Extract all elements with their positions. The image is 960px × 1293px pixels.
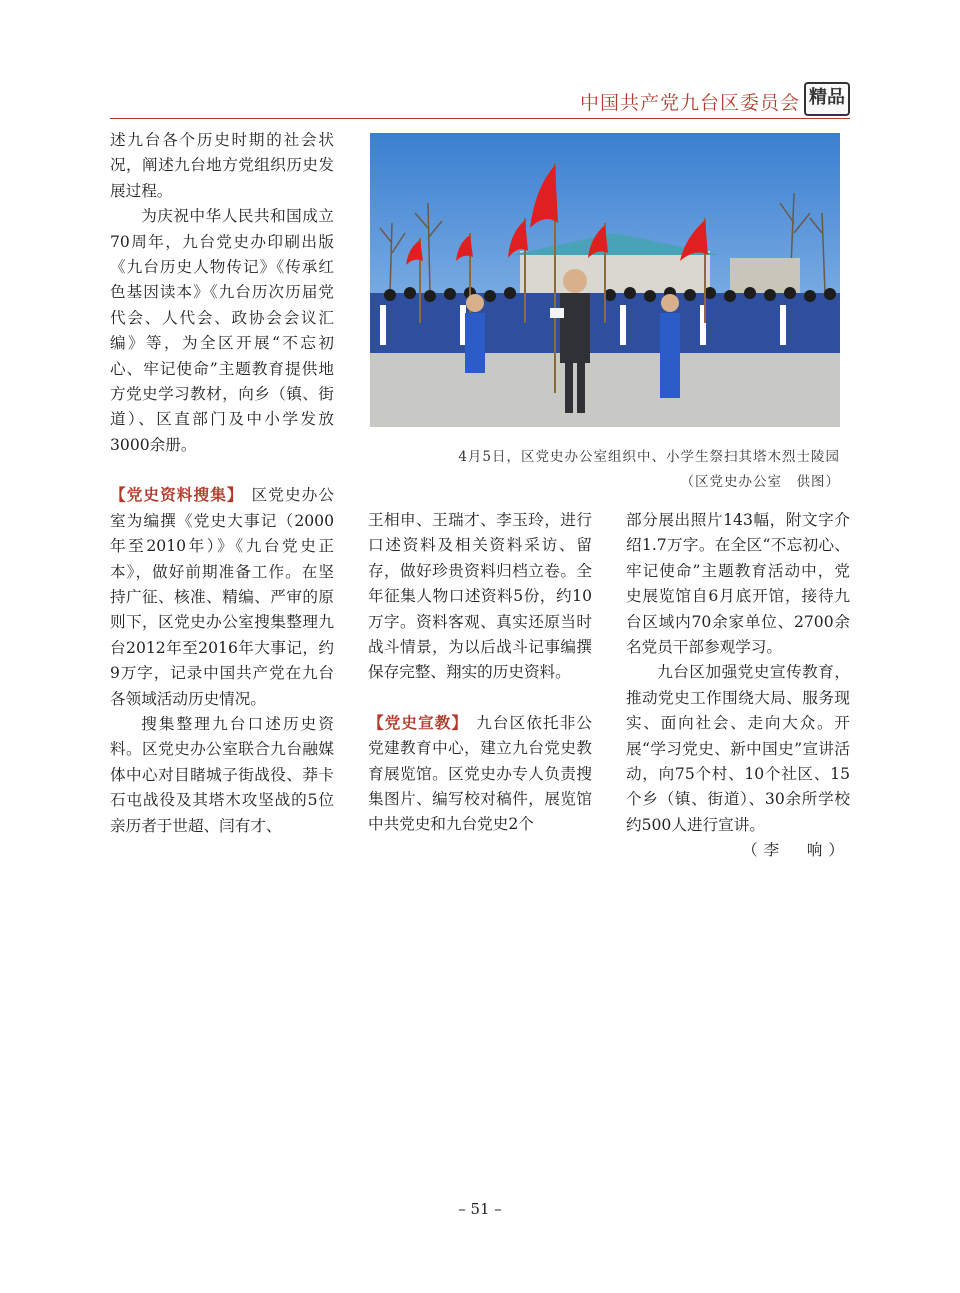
paragraph: 搜集整理九台口述历史资料。区党史办公室联合九台融媒体中心对目睹城子街战役、莽卡石屯战役及其塔木攻坚战的5位亲历者于世超、闫有才、 <box>110 714 334 835</box>
section-tag: 【党史宣教】 <box>368 713 469 732</box>
text-column-3 <box>626 508 850 864</box>
text-column-1 <box>110 128 334 839</box>
photo-credit: （区党史办公室 供图） <box>680 474 840 490</box>
author-signature: （李 响） <box>742 841 850 860</box>
section-tag: 【党史资料搜集】 <box>110 486 244 505</box>
photo-caption: 4月5日，区党史办公室组织中、小学生祭扫其塔木烈士陵园 <box>458 449 840 465</box>
photo <box>370 133 840 427</box>
paragraph <box>110 483 334 712</box>
text-column-2 <box>368 508 592 838</box>
paragraph: 部分展出照片143幅，附文字介绍1.7万字。在全区“不忘初心、牢记使命”主题教育活动中，党史展览馆自6月底开馆，接待九台区域内70余家单位、2700余名党员干部参观学习。 <box>626 511 850 657</box>
paragraph: 述九台各个历史时期的社会状况，阐述九台地方党组织历史发展过程。 <box>110 131 334 200</box>
paragraph-text: 区党史办公室为编撰《党史大事记（2000年至2010年）》《九台党史正本》，做好前期准备工作。在坚持广征、核准、精编、严审的原则下，区党史办公室搜集整理九台2012年至2016年大事记，约9万字，记录中国共产党在九台各领域活动历史情况。 <box>110 486 334 708</box>
photo-illustration <box>370 133 840 427</box>
header-title: 中国共产党九台区委员会 <box>579 92 800 114</box>
paragraph-text: 九台区依托非公党建教育中心，建立九台党史教育展览馆。区党史办专人负责搜集图片、编写校对稿件，展览馆中共党史和九台党史2个 <box>368 713 592 834</box>
header-divider <box>110 118 850 119</box>
paragraph <box>368 711 592 838</box>
paragraph: 九台区加强党史宣传教育，推动党史工作围绕大局、服务现实、面向社会、走向大众。开展“学习党史、新中国史”宣讲活动，向75个村、10个社区、15个乡（镇、街道）、30余所学校约500人进行宣讲。 <box>626 663 850 834</box>
paragraph: 王相申、王瑞才、李玉玲，进行口述资料及相关资料采访、留存，做好珍贵资料归档立卷。全年征集人物口述资料5份，约10万字。资料客观、真实还原当时战斗情景，为以后战斗记事编撰保存完整、翔实的历史资料。 <box>368 511 592 682</box>
page-number: – 51 – <box>458 1200 502 1218</box>
header-badge: 精品 <box>804 82 850 116</box>
paragraph: 为庆祝中华人民共和国成立70周年，九台党史办印刷出版《九台历史人物传记》《传承红色基因读本》《九台历次历届党代会、人代会、政协会会议汇编》等，为全区开展“不忘初心、牢记使命”主题教育提供地方党史学习教材，向乡（镇、街道）、区直部门及中小学发放3000余册。 <box>110 207 334 454</box>
